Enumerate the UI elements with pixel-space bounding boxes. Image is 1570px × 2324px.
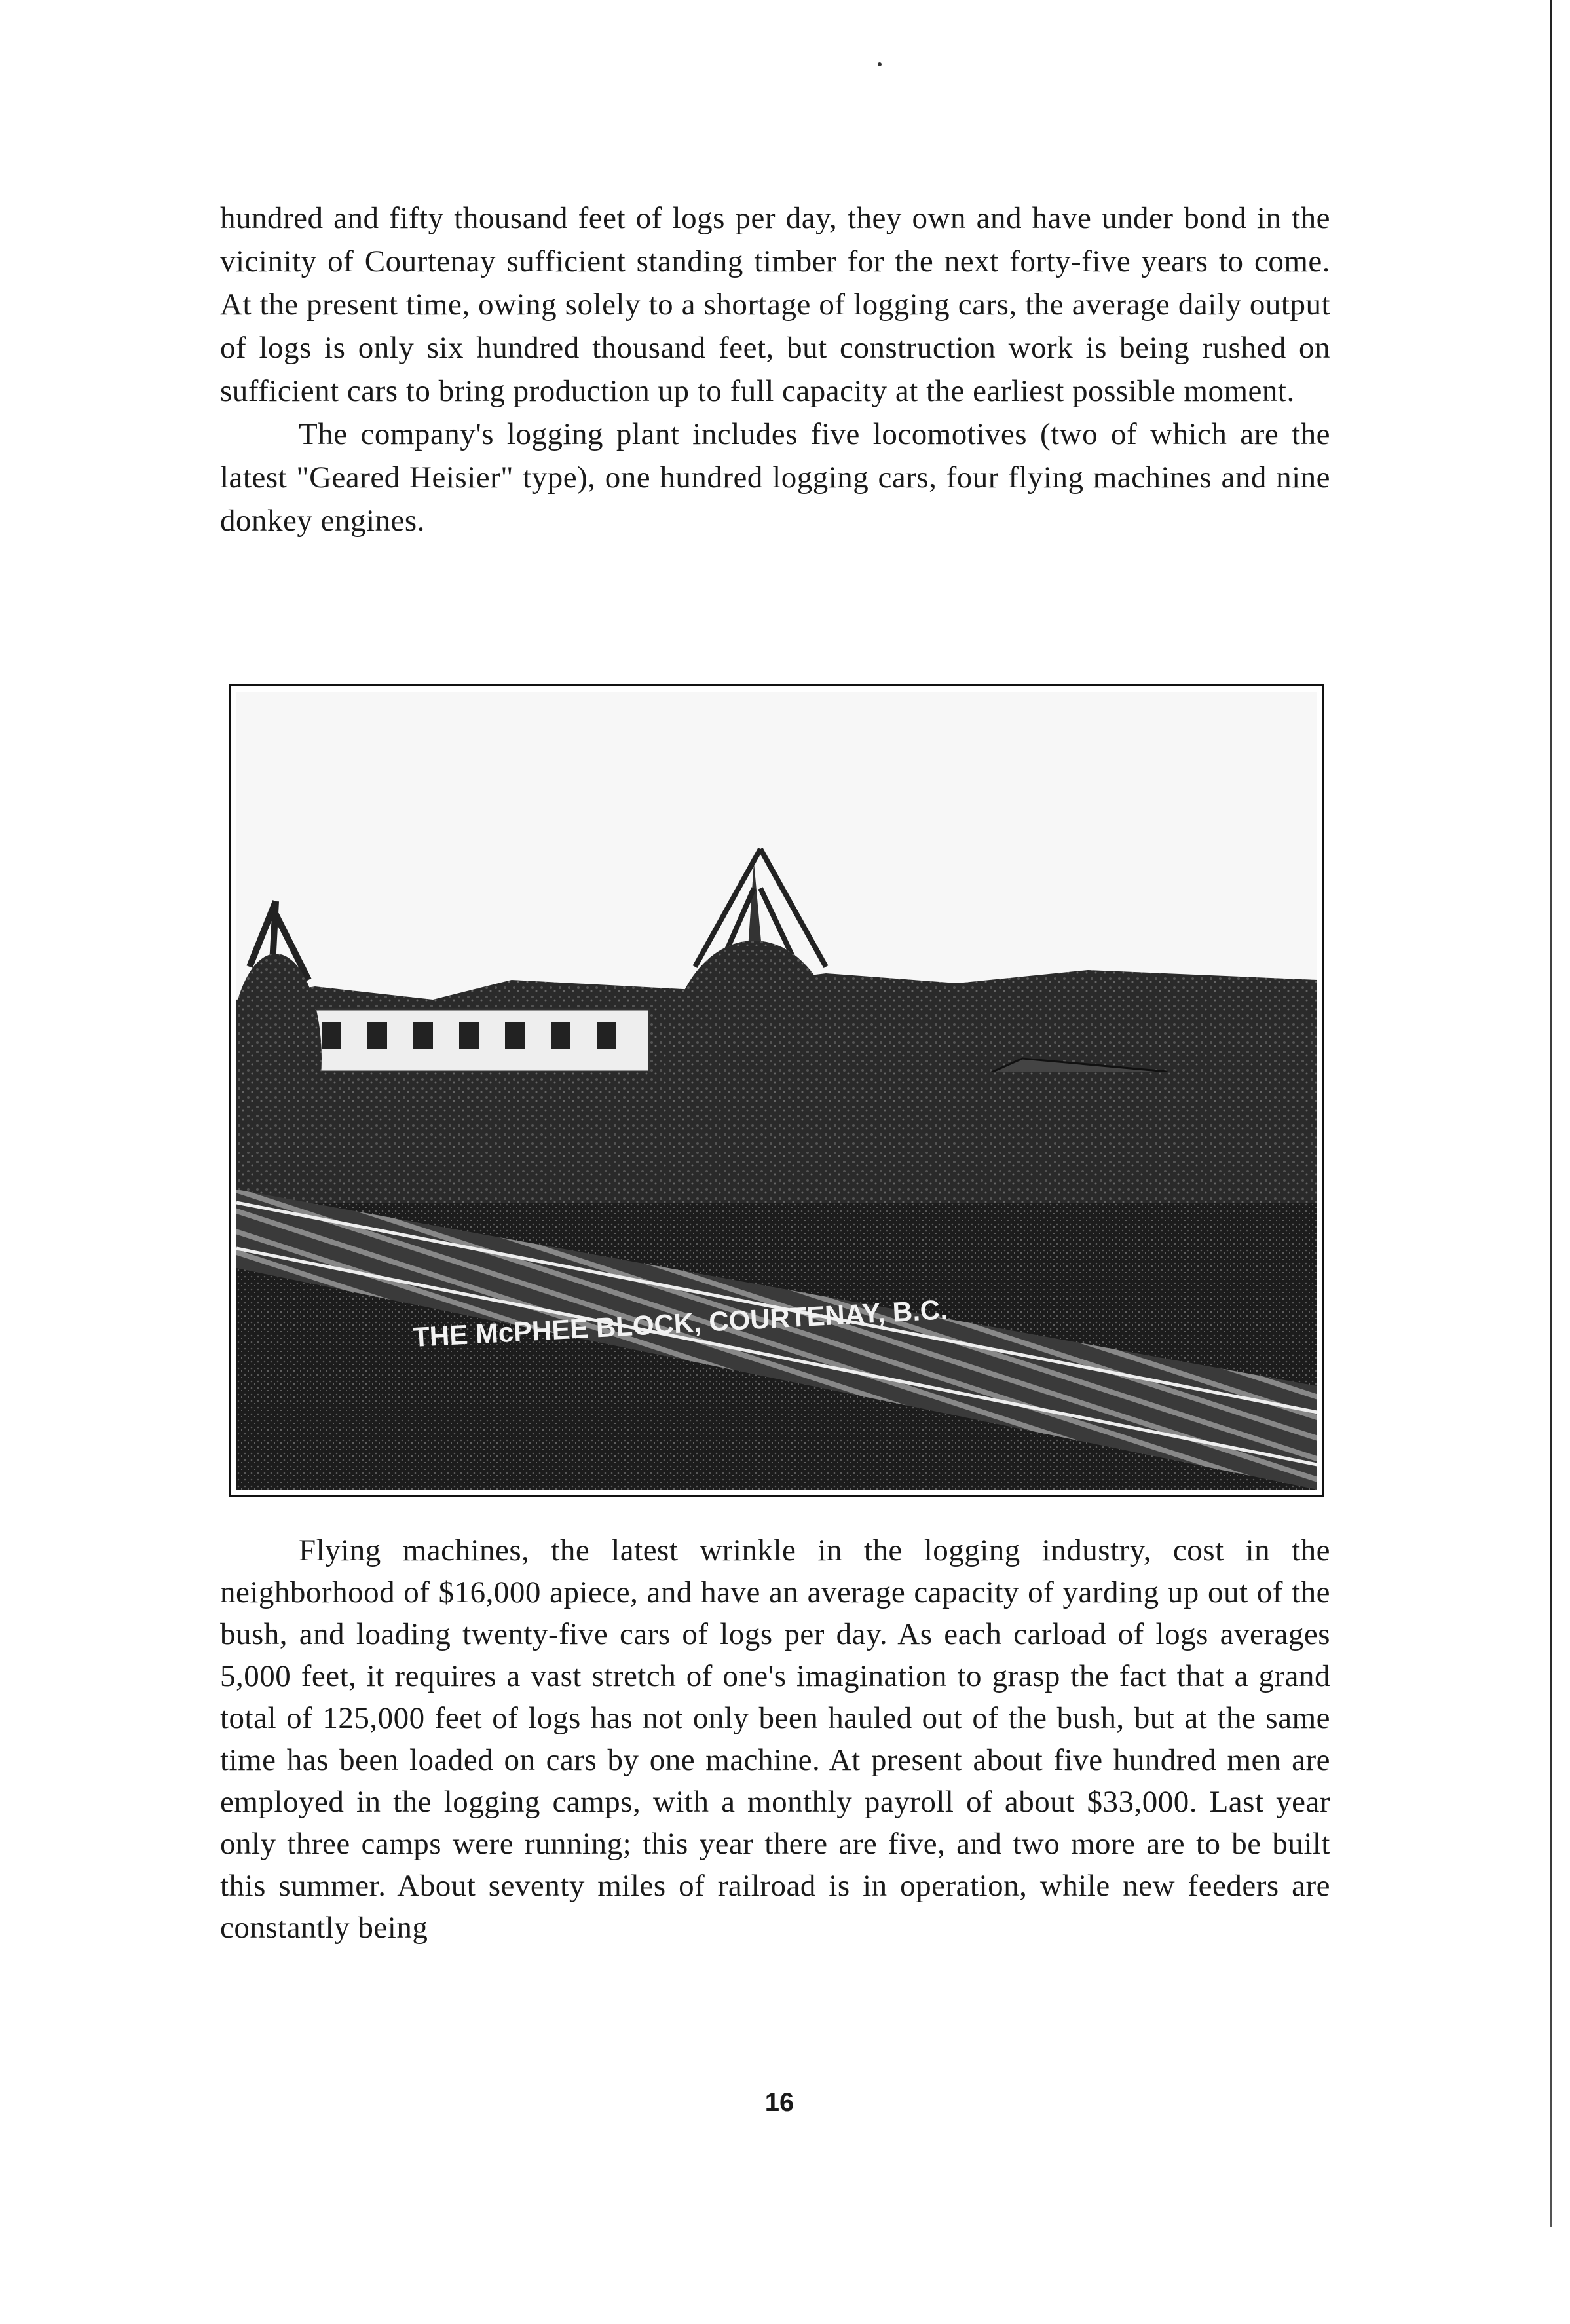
scan-edge-line xyxy=(1550,0,1552,2227)
photograph xyxy=(229,684,1324,1497)
page-number: 16 xyxy=(764,2088,794,2117)
photo-image xyxy=(236,692,1317,1490)
paragraph-1: hundred and fifty thousand feet of logs per day, they own and have under bond in the vicinity of Courtenay sufficient standing timber for the next forty-five years to come. At the present time, owing solely to a shortage of logging cars, the average daily output of logs is only six hundred thousand feet, but construction work is being rushed on sufficient cars to bring production up to full capacity at the earliest possible moment. xyxy=(220,201,1330,408)
paragraph-2: The company's logging plant includes five locomotives (two of which are the latest "Geared Heisier" type), one hundred logging cars, four flying machines and nine donkey engines. xyxy=(220,417,1330,538)
lower-text xyxy=(220,1529,1330,1949)
paragraph-3: Flying machines, the latest wrinkle in the logging industry, cost in the neighborhood of $16,000 apiece, and have an average capacity of yarding up out of the bush, and loading twenty-five cars of logs per day. As each carload of logs averages 5,000 feet, it requires a vast stretch of one's imagination to grasp the fact that a grand total of 125,000 feet of logs has not only been hauled out of the bush, but at the same time has been loaded on cars by one machine. At present about five hundred men are employed in the logging camps, with a monthly payroll of about $33,000. Last year only three camps were running; this year there are five, and two more are to be built this summer. About seventy miles of railroad is in operation, while new feeders are constantly being xyxy=(220,1533,1330,1945)
photo-caption: THE McPHEE BLOCK, COURTENAY, B.C. xyxy=(412,1294,948,1353)
upper-text xyxy=(220,197,1330,542)
speck xyxy=(878,62,882,66)
